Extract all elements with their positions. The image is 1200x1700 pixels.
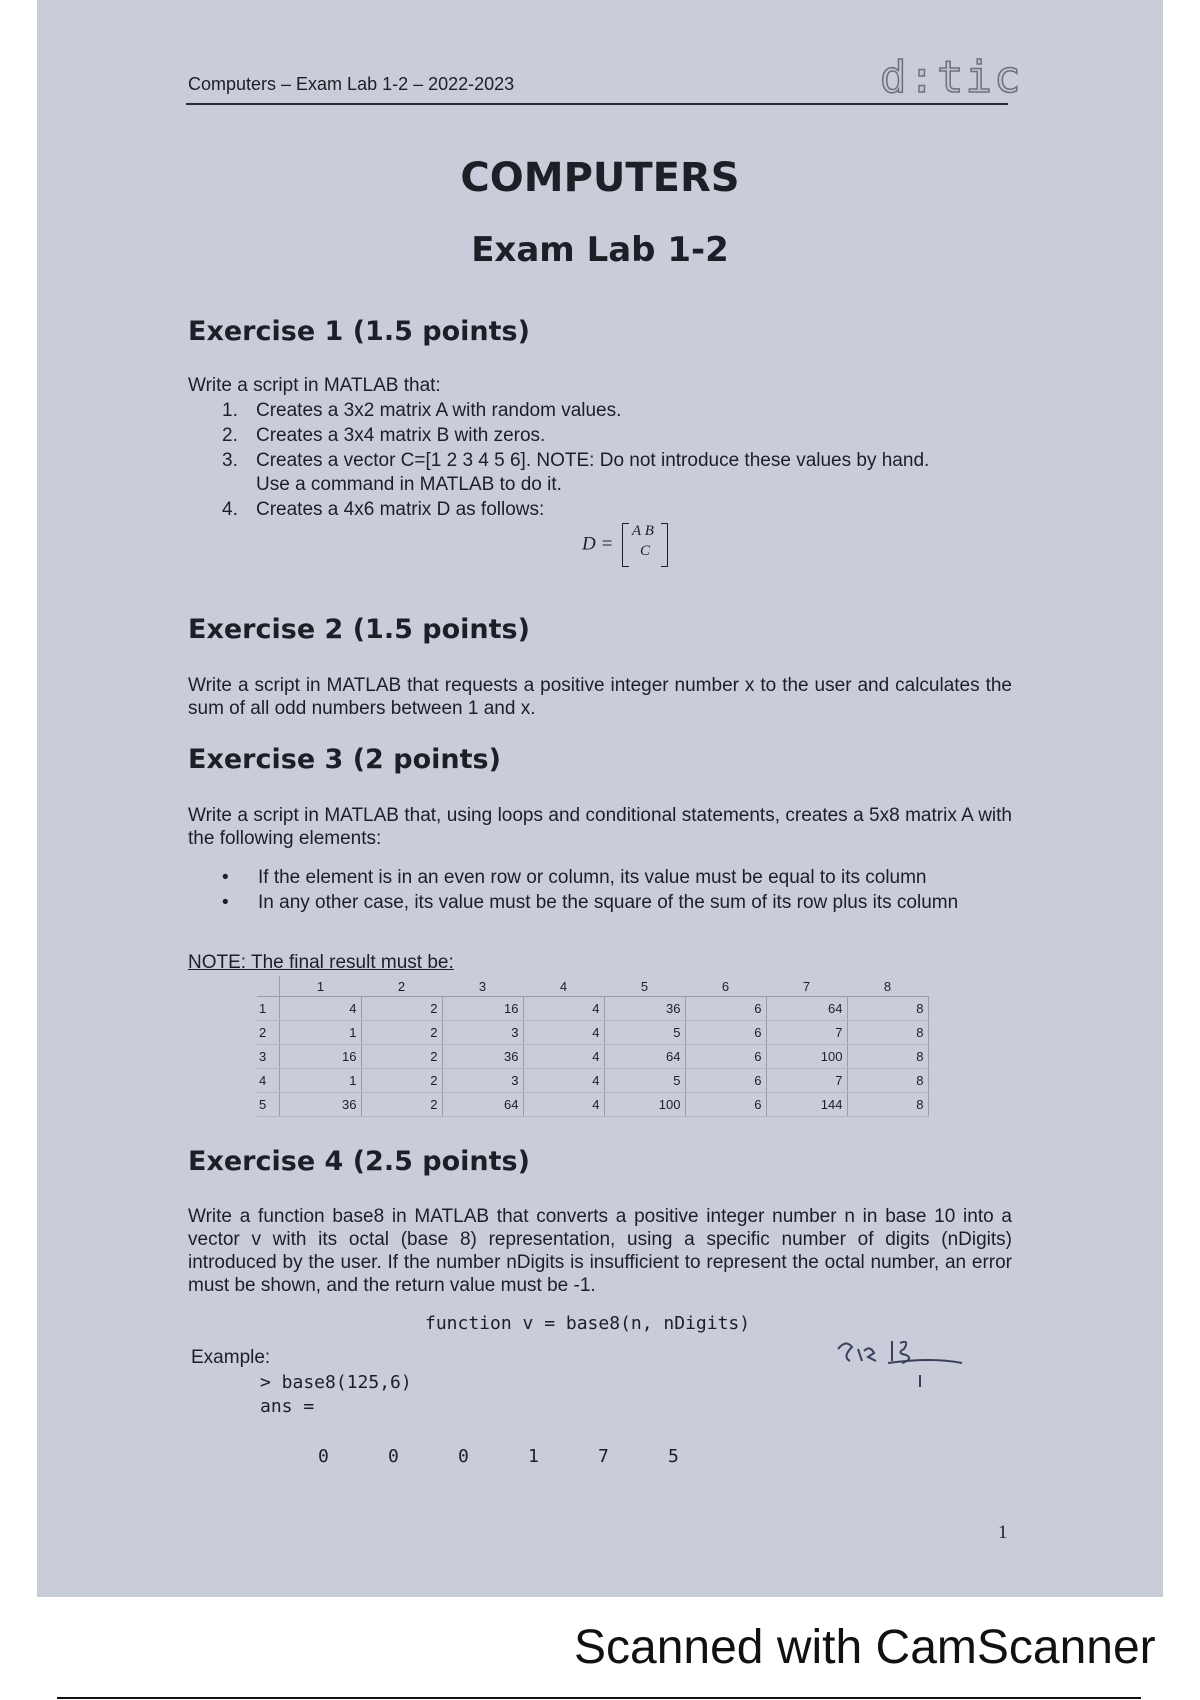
exercise-4-text: Write a function base8 in MATLAB that converts a positive integer number n in base 10 into a vector v with its octal (base 8) representation, using a specific number of digits (nDigits) introduced by the user. If the number nDigits is insufficient to represent the octal number, an error must be shown, and the return value must be -1. (188, 1206, 1012, 1296)
matrix-cell: 2 (361, 1021, 442, 1045)
result-matrix-table (257, 976, 929, 1117)
matrix-cell: 7 (766, 1021, 847, 1045)
table-row (257, 1045, 928, 1069)
column-header: 4 (523, 976, 604, 997)
matrix-cell: 4 (523, 1093, 604, 1117)
exercise-1-item (222, 449, 929, 473)
footer-rule (57, 1697, 1141, 1699)
column-header: 7 (766, 976, 847, 997)
matrix-cell: 64 (604, 1045, 685, 1069)
matrix-cell: 6 (685, 1093, 766, 1117)
dtic-logo: d:tic (880, 52, 1023, 103)
matrix-cell: 8 (847, 997, 928, 1021)
output-digit: 0 (458, 1446, 469, 1467)
column-header: 3 (442, 976, 523, 997)
column-header: 5 (604, 976, 685, 997)
matrix-cell: 8 (847, 1045, 928, 1069)
matrix-cell: 16 (442, 997, 523, 1021)
row-label: 5 (257, 1093, 280, 1117)
exercise-1-intro: Write a script in MATLAB that: (188, 375, 441, 396)
matrix-cell: 100 (604, 1093, 685, 1117)
matrix-cell: 4 (523, 1021, 604, 1045)
column-header: 1 (280, 976, 362, 997)
matrix-cell: 2 (361, 997, 442, 1021)
item-text: Creates a 4x6 matrix D as follows: (256, 499, 545, 520)
exercise-1-item-3-continuation: Use a command in MATLAB to do it. (256, 474, 562, 495)
matrix-cell: 5 (604, 1069, 685, 1093)
column-header: 6 (685, 976, 766, 997)
matrix-cell: 3 (442, 1021, 523, 1045)
item-text: Creates a 3x2 matrix A with random values. (256, 400, 622, 421)
exercise-3-text: Write a script in MATLAB that, using loops and conditional statements, creates a 5x8 matrix A with the following elements: (188, 805, 1012, 849)
header-divider (186, 103, 1008, 105)
bullet-dot: • (222, 892, 229, 913)
camscanner-footer: Scanned with CamScanner (574, 1621, 1156, 1674)
row-label: 4 (257, 1069, 280, 1093)
matrix-cell: 4 (523, 997, 604, 1021)
matrix-cell: 4 (523, 1045, 604, 1069)
matrix-cell: 2 (361, 1069, 442, 1093)
matrix-cell: 36 (280, 1093, 362, 1117)
function-signature: function v = base8(n, nDigits) (425, 1313, 751, 1334)
row-label: 2 (257, 1021, 280, 1045)
example-ans: ans = (260, 1396, 315, 1417)
page-title: COMPUTERS (460, 155, 740, 201)
column-header: 2 (361, 976, 442, 997)
exercise-2-heading: Exercise 2 (1.5 points) (188, 614, 530, 645)
matrix-cell: 3 (442, 1069, 523, 1093)
matrix-cell: 5 (604, 1021, 685, 1045)
matrix-cell: 1 (280, 1021, 362, 1045)
bullet-text: If the element is in an even row or column, its value must be equal to its column (258, 867, 927, 888)
header-course-line: Computers – Exam Lab 1-2 – 2022-2023 (188, 74, 515, 94)
matrix-cell: 100 (766, 1045, 847, 1069)
item-text: Creates a vector C=[1 2 3 4 5 6]. NOTE: Do not introduce these values by hand. (256, 450, 930, 471)
matrix-cell: 2 (361, 1093, 442, 1117)
item-number: 4. (222, 499, 238, 520)
page-number: 1 (998, 1522, 1008, 1543)
row-label: 3 (257, 1045, 280, 1069)
item-number: 2. (222, 425, 238, 446)
matrix-d-formula (582, 523, 668, 567)
example-command: > base8(125,6) (260, 1372, 412, 1393)
item-number: 1. (222, 400, 238, 421)
row-label: 1 (257, 997, 280, 1021)
corner-cell (257, 976, 280, 997)
matrix-cell: 36 (442, 1045, 523, 1069)
formula-top: A B (632, 523, 654, 539)
item-number: 3. (222, 450, 238, 471)
matrix-cell: 7 (766, 1069, 847, 1093)
matrix-cell: 6 (685, 997, 766, 1021)
column-header: 8 (847, 976, 928, 997)
example-label: Example: (191, 1347, 271, 1368)
item-text: Creates a 3x4 matrix B with zeros. (256, 425, 546, 446)
bullet-text: In any other case, its value must be the square of the sum of its row plus its column (258, 892, 959, 913)
matrix-cell: 8 (847, 1069, 928, 1093)
table-row (257, 1093, 928, 1117)
exercise-1-heading: Exercise 1 (1.5 points) (188, 316, 530, 347)
bullet-dot: • (222, 867, 229, 888)
exercise-3-heading: Exercise 3 (2 points) (188, 744, 501, 775)
matrix-cell: 6 (685, 1021, 766, 1045)
matrix-cell: 4 (523, 1069, 604, 1093)
table-header-row (257, 976, 928, 997)
handwritten-annotation (832, 1335, 992, 1395)
matrix-cell: 16 (280, 1045, 362, 1069)
output-digit: 0 (388, 1446, 399, 1467)
table-row (257, 997, 928, 1021)
matrix-cell: 4 (280, 997, 362, 1021)
table-row (257, 1069, 928, 1093)
table-row (257, 1021, 928, 1045)
matrix-cell: 64 (766, 997, 847, 1021)
matrix-cell: 8 (847, 1021, 928, 1045)
exercise-4-heading: Exercise 4 (2.5 points) (188, 1146, 530, 1177)
example-output-row (318, 1446, 738, 1467)
exercise-1-item (222, 424, 545, 448)
output-digit: 1 (528, 1446, 539, 1467)
matrix-cell: 6 (685, 1069, 766, 1093)
matrix-cell: 2 (361, 1045, 442, 1069)
matrix-cell: 1 (280, 1069, 362, 1093)
exercise-1-item (222, 498, 544, 522)
formula-lhs: D = (582, 533, 614, 555)
matrix-cell: 8 (847, 1093, 928, 1117)
matrix-cell: 36 (604, 997, 685, 1021)
formula-bottom: C (640, 543, 651, 559)
page-subtitle: Exam Lab 1-2 (471, 230, 729, 270)
output-digit: 7 (598, 1446, 609, 1467)
matrix-cell: 144 (766, 1093, 847, 1117)
matrix-cell: 6 (685, 1045, 766, 1069)
output-digit: 0 (318, 1446, 329, 1467)
exercise-2-text: Write a script in MATLAB that requests a positive integer number x to the user and calculates the sum of all odd numbers between 1 and x. (188, 675, 1012, 719)
output-digit: 5 (668, 1446, 679, 1467)
exercise-1-item (222, 399, 621, 423)
exercise-3-note: NOTE: The final result must be: (188, 952, 454, 973)
matrix-cell: 64 (442, 1093, 523, 1117)
